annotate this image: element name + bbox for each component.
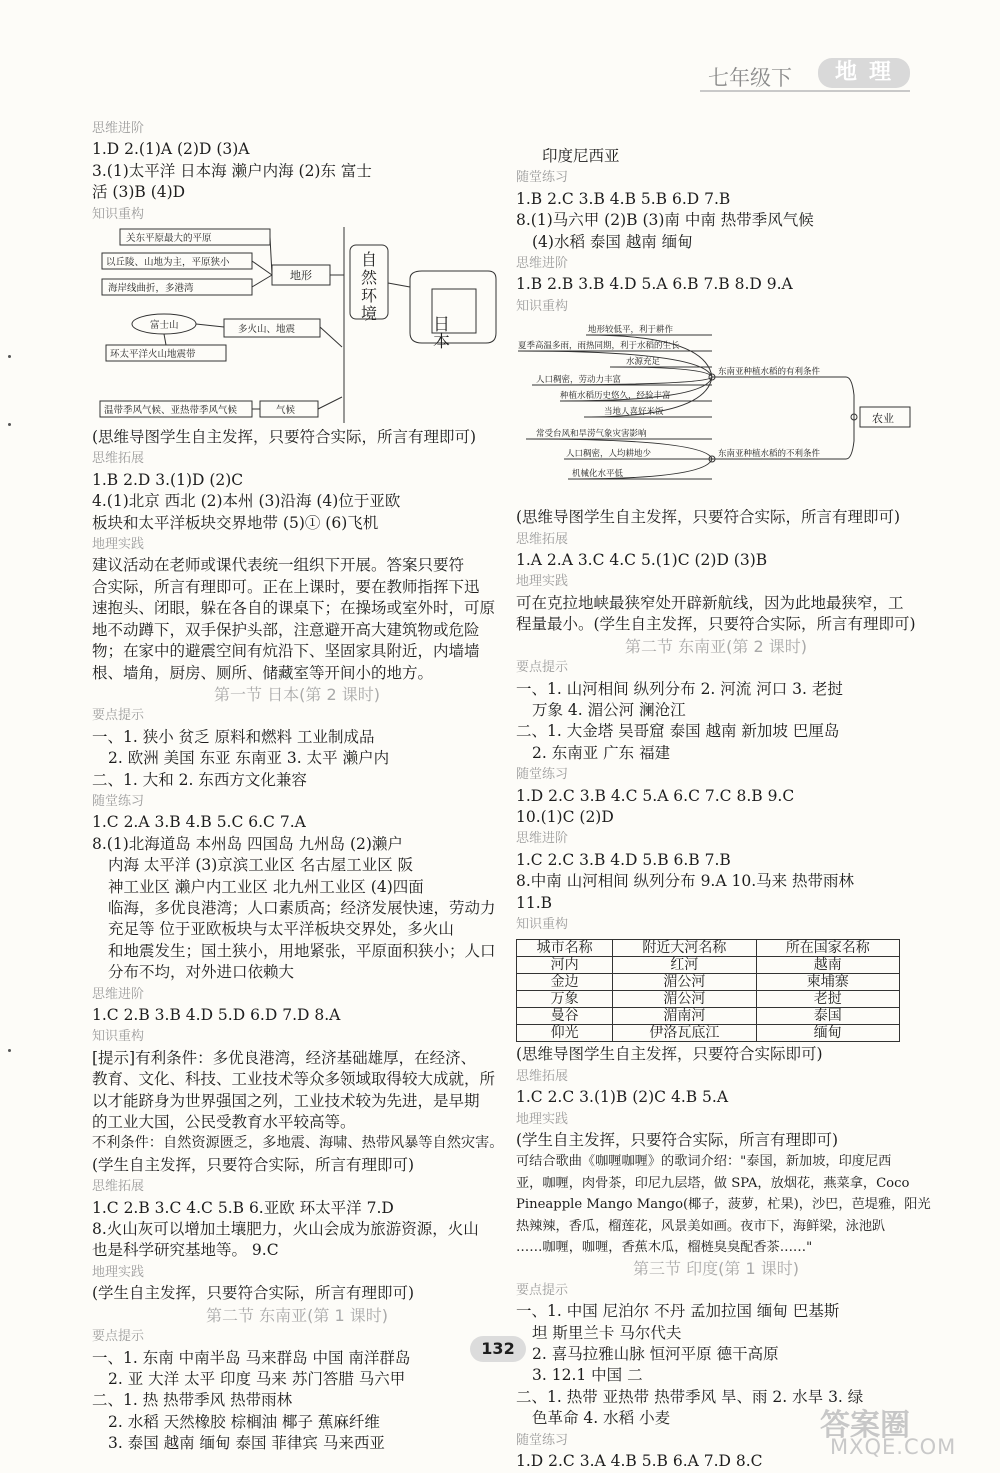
map-root-label: 农业	[872, 412, 894, 426]
answer-line: Pineapple Mango Mango(椰子，菠萝，杧果)，沙巴，芭堤雅，阳光	[516, 1197, 931, 1213]
section-heading: 随堂练习	[92, 793, 145, 809]
section-heading: 思维进阶	[516, 256, 569, 272]
answer-line: 8.火山灰可以增加土壤肥力，火山会成为旅游资源，火山	[92, 1220, 479, 1239]
section-heading: 知识重构	[92, 1029, 145, 1045]
answer-line: 1.C 2.B 3.B 4.D 5.D 6.D 7.D 8.A	[92, 1006, 341, 1024]
answer-line: 活 (3)B (4)D	[92, 183, 186, 202]
page-header	[700, 58, 912, 92]
note-line: (思维导图学生自主发挥，只要符合实际，所言有理即可)	[92, 428, 477, 447]
answer-line: 2. 喜马拉雅山脉 恒河平原 德干高原	[532, 1345, 779, 1364]
map-label: 东南亚种植水稻的有利条件	[718, 367, 821, 378]
answer-line: ……咖喱，咖喱，香蕉木瓜，榴梿臭臭配香茶……"	[516, 1240, 813, 1256]
map-label: 种植水稻历史悠久，经验丰富	[560, 391, 671, 402]
section-heading: 知识重构	[92, 206, 145, 222]
map-label: 海岸线曲折，多港湾	[108, 283, 194, 295]
answer-line: 充足等 位于亚欧板块与太平洋板块交界处，多火山	[108, 920, 454, 939]
section-heading: 思维进阶	[92, 986, 145, 1002]
lesson-title: 第一节 日本(第 2 课时)	[214, 684, 380, 704]
section-heading: 思维进阶	[92, 121, 145, 136]
map-label: 多火山、地震	[238, 324, 296, 336]
japan-mind-map	[92, 227, 502, 423]
answer-line: 根、墙角，厨房、厕所、储藏室等开间小的地方。	[92, 663, 434, 682]
section-heading: 思维进阶	[516, 831, 569, 847]
table-cell: 柬埔寨	[756, 974, 899, 991]
answer-line: 万象 4. 湄公河 澜沧江	[532, 700, 686, 719]
table-row	[517, 957, 900, 974]
answer-line: 印度尼西亚	[542, 147, 620, 165]
lesson-title: 第二节 东南亚(第 1 课时)	[206, 1305, 388, 1325]
page-number: 132	[470, 1336, 526, 1362]
answer-line: [提示]有利条件：多优良港湾，经济基础雄厚，在经济、	[92, 1048, 477, 1067]
answer-line: 1.B 2.D 3.(1)D (2)C	[92, 470, 244, 489]
answer-line: 2. 亚 大洋 太平 印度 马来 苏门答腊 马六甲	[108, 1369, 406, 1388]
lesson-title: 第二节 东南亚(第 2 课时)	[625, 636, 807, 656]
map-label: 温带季风气候、亚热带季风气候	[104, 405, 238, 417]
answer-line: 8.(1)北海道岛 本州岛 四国岛 九州岛 (2)濑户	[92, 834, 403, 853]
map-label: 当地人喜好米饭	[604, 407, 664, 418]
answer-line: 分布不均，对外进口依赖大	[108, 963, 295, 982]
answer-line: 物；在家中的避震空间有炕沿下、坚固家具附近，内墙墙	[92, 642, 480, 661]
answer-line: 二、1. 大和 2. 东西方文化兼容	[92, 770, 307, 789]
answer-line: 1.A 2.A 3.C 4.C 5.(1)C (2)D (3)B	[516, 551, 768, 570]
section-heading: 随堂练习	[516, 170, 569, 186]
rice-mind-map-svg	[516, 321, 916, 501]
map-label: 机械化水平低	[572, 469, 624, 480]
table-cell: 湄公河	[613, 974, 756, 991]
answer-line: (学生自主发挥，只要符合实际，所言有理即可)	[92, 1155, 415, 1174]
map-label: 常受台风和旱涝气象灾害影响	[536, 429, 647, 440]
margin-dot	[8, 423, 11, 426]
map-label: 人口稠密，人均耕地少	[566, 449, 652, 460]
answer-line: 亚，咖喱，肉骨茶，印尼九层塔，做 SPA，放烟花，燕菜拿，Coco	[516, 1175, 910, 1191]
answer-line: 1.C 2.B 3.C 4.C 5.B 6.亚欧 环太平洋 7.D	[92, 1198, 394, 1217]
section-heading: 随堂练习	[516, 1432, 569, 1448]
right-column	[516, 146, 931, 1473]
margin-dot	[8, 1049, 11, 1052]
answer-line: 也是科学研究基地等。 9.C	[92, 1241, 279, 1260]
answer-line: 8.(1)马六甲 (2)B (3)南 中南 热带季风气候	[516, 211, 814, 230]
answer-line: 2. 东南亚 广东 福建	[532, 743, 671, 762]
answer-line: 坦 斯里兰卡 马尔代夫	[532, 1323, 682, 1342]
answer-line: 可结合歌曲《咖喱咖喱》的歌词介绍："泰国，新加坡，印度尼西	[516, 1154, 892, 1170]
map-label: 环	[361, 286, 378, 306]
map-label: 人口稠密，劳动力丰富	[536, 375, 622, 386]
table-header-cell: 附近大河名称	[613, 940, 756, 957]
subject-badge: 地理	[818, 58, 910, 88]
map-label: 然	[361, 268, 378, 288]
map-label: 地形较低平，利于耕作	[588, 325, 674, 336]
map-center-label: 日本	[429, 315, 449, 350]
answer-line: 11.B	[516, 893, 553, 912]
answer-line: 8.中南 山河相间 纵列分布 9.A 10.马来 热带雨林	[516, 872, 855, 891]
table-cell: 缅甸	[756, 1025, 899, 1042]
section-heading: 地理实践	[516, 574, 569, 590]
section-heading: 思维拓展	[92, 451, 145, 467]
answer-line: 教育、文化、科技、工业技术等众多领域取得较大成就，所	[92, 1070, 496, 1089]
answer-line: 10.(1)C (2)D	[516, 807, 614, 826]
answer-line: 1.D 2.C 3.A 4.B 5.B 6.A 7.D 8.C	[516, 1452, 763, 1471]
table-cell: 越南	[756, 957, 899, 974]
answer-line: 1.C 2.C 3.B 4.D 5.B 6.B 7.B	[516, 850, 731, 869]
answer-line: 1.D 2.C 3.B 4.C 5.A 6.C 7.C 8.B 9.C	[516, 786, 795, 805]
answer-line: 4.(1)北京 西北 (2)本州 (3)沿海 (4)位于亚欧	[92, 492, 401, 511]
section-heading: 地理实践	[516, 1111, 569, 1127]
watermark-url: MXQE.COM	[830, 1435, 957, 1459]
section-heading: 随堂练习	[516, 767, 569, 783]
answer-line: 神工业区 濑户内工业区 北九州工业区 (4)四面	[108, 877, 424, 896]
section-heading: 知识重构	[516, 298, 569, 314]
table-cell: 万象	[517, 991, 613, 1008]
left-column	[92, 118, 502, 1455]
map-label: 夏季高温多雨，雨热同期，利于水稻的生长	[518, 341, 680, 352]
rice-mind-map	[516, 321, 916, 501]
answer-line: 1.B 2.B 3.B 4.D 5.A 6.B 7.B 8.D 9.A	[516, 275, 793, 294]
section-heading: 地理实践	[92, 537, 145, 553]
map-label: 以丘陵、山地为主，平原狭小	[106, 257, 230, 269]
section-heading: 要点提示	[516, 660, 569, 676]
section-heading: 知识重构	[516, 916, 569, 932]
grade-label: 七年级下	[708, 66, 792, 90]
japan-mind-map-svg	[92, 227, 502, 423]
section-heading: 思维拓展	[516, 1068, 569, 1084]
table-row	[517, 1008, 900, 1025]
table-row	[517, 991, 900, 1008]
table-header-row	[517, 940, 900, 957]
section-heading: 要点提示	[92, 708, 145, 724]
map-label: 地形	[290, 269, 312, 283]
answer-line: (学生自主发挥，只要符合实际，所言有理即可)	[92, 1284, 415, 1303]
answer-line: 建议活动在老师或课代表统一组织下开展。答案只要符	[92, 556, 465, 575]
table-cell: 曼谷	[517, 1008, 613, 1025]
answer-line: 程量最小。(学生自主发挥，只要符合实际，所言有理即可)	[516, 615, 916, 634]
answer-line: 2. 欧洲 美国 东亚 东南亚 3. 太平 濑户内	[108, 749, 390, 768]
table-cell: 湄南河	[613, 1008, 756, 1025]
map-label: 自	[361, 250, 378, 270]
map-label: 关东平原最大的平原	[126, 233, 212, 245]
margin-dot	[8, 355, 11, 358]
answer-line: 3.(1)太平洋 日本海 濑户内海 (2)东 富士	[92, 161, 372, 180]
answer-line: 二、1. 热 热带季风 热带雨林	[92, 1391, 293, 1410]
answer-line: 的工业大国，公民受教育水平较高等。	[92, 1113, 356, 1132]
answer-line: (4)水稻 泰国 越南 缅甸	[532, 232, 693, 251]
answer-line: 内海 太平洋 (3)京滨工业区 名古屋工业区 阪	[108, 856, 414, 875]
answer-line: 1.B 2.C 3.B 4.B 5.B 6.D 7.B	[516, 189, 731, 208]
table-cell: 泰国	[756, 1008, 899, 1025]
map-label: 气候	[276, 405, 296, 417]
answer-line: 一、1. 狭小 贫乏 原料和燃料 工业制成品	[92, 727, 375, 746]
map-label: 环太平洋火山地震带	[110, 349, 196, 361]
map-label: 境	[361, 304, 378, 324]
answer-line: 临海，多优良港湾；人口素质高；经济发展快速，劳动力	[108, 898, 496, 917]
answer-line: 1.C 2.C 3.(1)B (2)C 4.B 5.A	[516, 1088, 729, 1107]
section-heading: 要点提示	[92, 1329, 145, 1345]
answer-line: 和地震发生；国土狭小，用地紧张，平原面积狭小；人口	[108, 941, 496, 960]
section-heading: 思维拓展	[92, 1179, 145, 1195]
answer-line: 1.D 2.(1)A (2)D (3)A	[92, 140, 250, 159]
answer-line: 1.C 2.A 3.B 4.B 5.C 6.C 7.A	[92, 813, 306, 832]
table-cell: 金边	[517, 974, 613, 991]
note-line: (思维导图学生自主发挥，只要符合实际即可)	[516, 1045, 823, 1064]
answer-line: 一、1. 东南 中南半岛 马来群岛 中国 南洋群岛	[92, 1348, 411, 1367]
answer-line: 地不动蹲下，双手保护头部，注意避开高大建筑物或危险	[92, 620, 480, 639]
table-header-cell: 城市名称	[517, 940, 613, 957]
section-heading: 地理实践	[92, 1264, 145, 1280]
header-rule	[700, 90, 910, 92]
table-cell: 伊洛瓦底江	[613, 1025, 756, 1042]
map-label: 水源充足	[626, 357, 661, 368]
answer-line: (学生自主发挥，只要符合实际，所言有理即可)	[516, 1131, 839, 1149]
table-cell: 老挝	[756, 991, 899, 1008]
answer-line: 合实际，所言有理即可。正在上课时，要在教师指挥下迅	[92, 577, 480, 596]
table-cell: 河内	[517, 957, 613, 974]
table-row	[517, 974, 900, 991]
section-heading: 思维拓展	[516, 531, 569, 547]
table-cell: 红河	[613, 957, 756, 974]
answer-line: 2. 水稻 天然橡胶 棕榈油 椰子 蕉麻纤维	[108, 1412, 380, 1431]
answer-line: 一、1. 中国 尼泊尔 不丹 孟加拉国 缅甸 巴基斯	[516, 1302, 840, 1321]
section-heading: 要点提示	[516, 1282, 569, 1298]
table-cell: 湄公河	[613, 991, 756, 1008]
answer-line: 一、1. 山河相间 纵列分布 2. 河流 河口 3. 老挝	[516, 679, 843, 698]
table-cell: 仰光	[517, 1025, 613, 1042]
answer-line: 板块和太平洋板块交界地带 (5)① (6)飞机	[92, 513, 379, 532]
answer-line: 热辣辣，香瓜，榴莲花，风景美如画。夜市下，海鲜梁，泳池趴	[516, 1218, 886, 1234]
map-label: 东南亚种植水稻的不利条件	[718, 449, 821, 460]
answer-line: 速抱头、闭眼，躲在各自的课桌下；在操场或室外时，可原	[92, 599, 496, 618]
lesson-title: 第三节 印度(第 1 课时)	[633, 1259, 799, 1279]
watermark-logo: 答案圈	[820, 1408, 910, 1443]
answer-line: 3. 12.1 中国 二	[532, 1366, 643, 1385]
answer-line: 不利条件：自然资源匮乏，多地震、海啸、热带风暴等自然灾害。	[92, 1135, 504, 1152]
answer-line: 可在克拉地峡最狭窄处开辟新航线，因为此地最狭窄，工	[516, 593, 904, 612]
note-line: (思维导图学生自主发挥，只要符合实际，所言有理即可)	[516, 508, 901, 527]
answer-line: 3. 泰国 越南 缅甸 泰国 菲律宾 马来西亚	[108, 1434, 385, 1453]
table-header-cell: 所在国家名称	[756, 940, 899, 957]
answer-line: 以才能跻身为世界强国之列，工业技术较为先进，是早期	[92, 1091, 480, 1110]
city-river-table	[516, 939, 900, 1042]
answer-line: 色革命 4. 水稻 小麦	[532, 1409, 671, 1428]
table-row	[517, 1025, 900, 1042]
answer-line: 二、1. 大金塔 吴哥窟 泰国 越南 新加坡 巴厘岛	[516, 722, 840, 741]
answer-line: 二、1. 热带 亚热带 热带季风 旱、雨 2. 水旱 3. 绿	[516, 1387, 864, 1406]
map-label: 富士山	[150, 320, 179, 332]
